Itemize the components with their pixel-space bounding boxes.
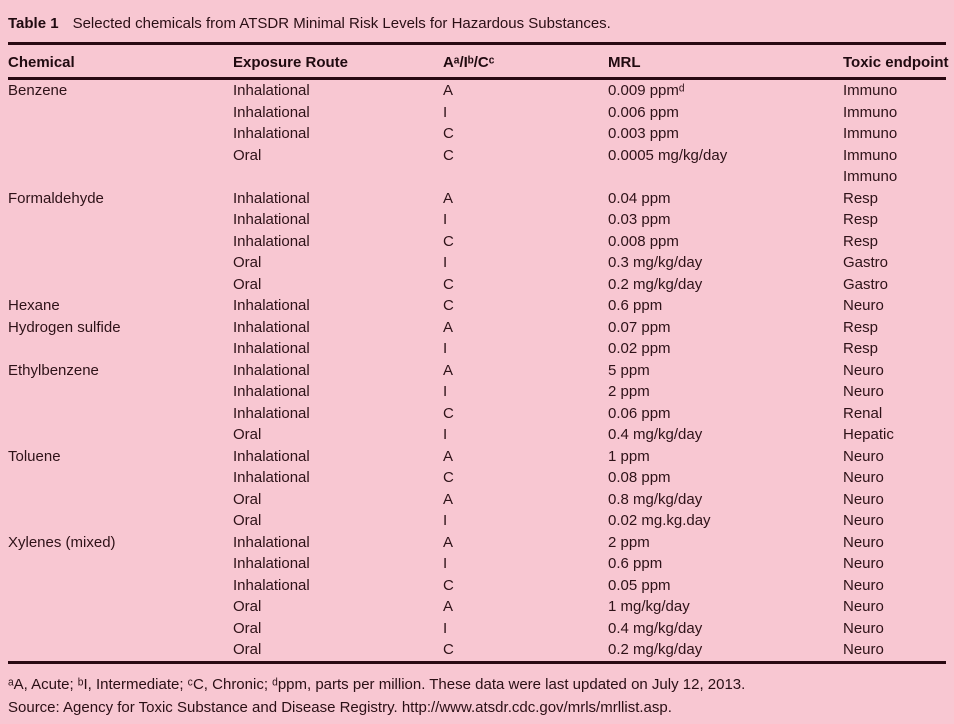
cell-endpoint: Resp bbox=[843, 318, 879, 336]
table-header-row bbox=[8, 45, 949, 77]
cell-chemical bbox=[8, 489, 233, 511]
table-row bbox=[8, 360, 946, 382]
cell-route: Oral bbox=[233, 490, 262, 508]
cell-chemical: Benzene bbox=[8, 82, 68, 99]
cell-cls bbox=[443, 166, 608, 188]
table-row bbox=[8, 295, 946, 317]
cell-route: Inhalational bbox=[233, 447, 310, 465]
cell-route: Inhalational bbox=[233, 189, 310, 207]
column-header-mrl: MRL bbox=[608, 54, 641, 71]
table-row bbox=[8, 596, 946, 618]
cell-endpoint: Gastro bbox=[843, 254, 889, 271]
table-row bbox=[8, 381, 946, 403]
cell-cls: C bbox=[443, 146, 454, 164]
cell-endpoint: Neuro bbox=[843, 361, 884, 379]
cell-chemical bbox=[8, 145, 233, 167]
mrl-table bbox=[8, 0, 949, 719]
cell-endpoint: Neuro bbox=[843, 447, 884, 465]
table-row bbox=[8, 123, 946, 145]
table-title-text: Selected chemicals from ATSDR Minimal Risk Levels for Hazardous Substances. bbox=[72, 15, 611, 32]
cell-chemical bbox=[8, 102, 233, 124]
cell-mrl: 0.03 ppm bbox=[608, 211, 671, 228]
table-number-label: Table 1 bbox=[8, 15, 59, 32]
cell-endpoint: Immuno bbox=[843, 146, 898, 164]
cell-cls: I bbox=[443, 103, 448, 121]
cell-chemical: Ethylbenzene bbox=[8, 361, 99, 379]
cell-route: Oral bbox=[233, 426, 262, 443]
cell-mrl: 0.009 ppmᵈ bbox=[608, 82, 685, 99]
table-row bbox=[8, 639, 946, 661]
cell-mrl: 0.0005 mg/kg/day bbox=[608, 146, 728, 164]
cell-cls: C bbox=[443, 297, 454, 314]
cell-cls: I bbox=[443, 340, 448, 357]
cell-endpoint: Resp bbox=[843, 211, 879, 228]
cell-chemical bbox=[8, 403, 233, 425]
cell-cls: C bbox=[443, 576, 454, 594]
cell-route: Inhalational bbox=[233, 232, 310, 250]
cell-route: Inhalational bbox=[233, 404, 310, 422]
table-row bbox=[8, 510, 946, 532]
cell-chemical: Xylenes (mixed) bbox=[8, 533, 116, 551]
cell-endpoint: Renal bbox=[843, 404, 883, 422]
cell-mrl: 0.6 ppm bbox=[608, 555, 663, 572]
cell-mrl: 2 ppm bbox=[608, 533, 650, 551]
table-row bbox=[8, 166, 946, 188]
cell-mrl: 1 ppm bbox=[608, 447, 650, 465]
cell-chemical bbox=[8, 618, 233, 640]
cell-cls: I bbox=[443, 211, 448, 228]
cell-endpoint: Hepatic bbox=[843, 426, 894, 443]
cell-mrl: 0.003 ppm bbox=[608, 125, 679, 142]
cell-cls: C bbox=[443, 641, 454, 658]
cell-route: Oral bbox=[233, 619, 262, 637]
column-header-exposure-route: Exposure Route bbox=[233, 54, 349, 71]
cell-cls: A bbox=[443, 361, 454, 379]
cell-route: Inhalational bbox=[233, 318, 310, 336]
cell-chemical: Hydrogen sulfide bbox=[8, 318, 121, 336]
cell-route: Oral bbox=[233, 275, 262, 293]
cell-endpoint: Gastro bbox=[843, 275, 889, 293]
cell-chemical bbox=[8, 575, 233, 597]
cell-cls: C bbox=[443, 275, 454, 293]
cell-chemical bbox=[8, 467, 233, 489]
cell-chemical bbox=[8, 639, 233, 661]
column-header-acute-intermediate-chronic: Aᵃ/Iᵇ/Cᶜ bbox=[443, 54, 495, 71]
cell-chemical bbox=[8, 510, 233, 532]
cell-mrl: 0.4 mg/kg/day bbox=[608, 426, 703, 443]
cell-cls: C bbox=[443, 469, 454, 486]
cell-chemical: Formaldehyde bbox=[8, 189, 104, 207]
cell-endpoint: Neuro bbox=[843, 383, 884, 400]
cell-route: Inhalational bbox=[233, 361, 310, 379]
cell-mrl: 0.2 mg/kg/day bbox=[608, 275, 703, 293]
cell-mrl: 0.3 mg/kg/day bbox=[608, 254, 703, 271]
footnote-abbreviations: ᵃA, Acute; ᵇI, Intermediate; ᶜC, Chronic; ᵈppm, parts per million. These data were last updated on July 12, 2013. bbox=[8, 675, 746, 693]
cell-endpoint: Immuno bbox=[843, 125, 898, 142]
cell-mrl: 0.008 ppm bbox=[608, 232, 679, 250]
cell-cls: I bbox=[443, 619, 448, 637]
cell-chemical bbox=[8, 338, 233, 360]
cell-mrl bbox=[608, 166, 843, 188]
table-row bbox=[8, 209, 946, 231]
table-footnotes bbox=[8, 673, 946, 719]
column-header-chemical: Chemical bbox=[8, 54, 75, 71]
table-row bbox=[8, 424, 946, 446]
cell-chemical bbox=[8, 381, 233, 403]
table-row bbox=[8, 274, 946, 296]
table-row bbox=[8, 252, 946, 274]
cell-mrl: 0.08 ppm bbox=[608, 469, 671, 486]
cell-mrl: 0.6 ppm bbox=[608, 297, 663, 314]
cell-cls: I bbox=[443, 383, 448, 400]
cell-cls: A bbox=[443, 598, 454, 615]
cell-endpoint: Neuro bbox=[843, 469, 884, 486]
cell-cls: I bbox=[443, 512, 448, 529]
cell-route: Inhalational bbox=[233, 533, 310, 551]
cell-chemical: Hexane bbox=[8, 297, 60, 314]
table-row bbox=[8, 467, 946, 489]
cell-route: Inhalational bbox=[233, 125, 310, 142]
table-row bbox=[8, 102, 946, 124]
cell-chemical bbox=[8, 553, 233, 575]
cell-endpoint: Resp bbox=[843, 340, 879, 357]
table-row bbox=[8, 145, 946, 167]
cell-cls: A bbox=[443, 318, 454, 336]
column-header-toxic-endpoint: Toxic endpoint bbox=[843, 54, 949, 71]
cell-mrl: 1 mg/kg/day bbox=[608, 598, 690, 615]
table-row bbox=[8, 231, 946, 253]
cell-chemical: Toluene bbox=[8, 447, 61, 465]
cell-route: Oral bbox=[233, 512, 262, 529]
cell-mrl: 0.8 mg/kg/day bbox=[608, 490, 703, 508]
table-row bbox=[8, 188, 946, 210]
cell-endpoint: Immuno bbox=[843, 82, 898, 99]
cell-endpoint: Immuno bbox=[843, 103, 898, 121]
cell-cls: A bbox=[443, 490, 454, 508]
cell-endpoint: Neuro bbox=[843, 297, 884, 314]
cell-cls: A bbox=[443, 447, 454, 465]
cell-cls: I bbox=[443, 555, 448, 572]
table-caption bbox=[8, 0, 946, 36]
table-row bbox=[8, 403, 946, 425]
cell-endpoint: Immuno bbox=[843, 168, 898, 185]
cell-route: Inhalational bbox=[233, 103, 310, 121]
cell-mrl: 0.05 ppm bbox=[608, 576, 671, 594]
cell-route: Oral bbox=[233, 641, 262, 658]
table-body bbox=[8, 80, 946, 661]
cell-chemical bbox=[8, 274, 233, 296]
table-row bbox=[8, 80, 946, 102]
cell-mrl: 0.04 ppm bbox=[608, 189, 671, 207]
cell-mrl: 0.07 ppm bbox=[608, 318, 671, 336]
cell-route: Inhalational bbox=[233, 576, 310, 594]
table-row bbox=[8, 532, 946, 554]
table-row bbox=[8, 446, 946, 468]
cell-mrl: 0.06 ppm bbox=[608, 404, 671, 422]
cell-route: Inhalational bbox=[233, 82, 310, 99]
cell-endpoint: Resp bbox=[843, 189, 879, 207]
cell-route: Inhalational bbox=[233, 469, 310, 486]
cell-endpoint: Neuro bbox=[843, 598, 884, 615]
cell-chemical bbox=[8, 123, 233, 145]
cell-mrl: 0.2 mg/kg/day bbox=[608, 641, 703, 658]
cell-cls: I bbox=[443, 254, 448, 271]
cell-route: Inhalational bbox=[233, 297, 310, 314]
cell-cls: I bbox=[443, 426, 448, 443]
cell-mrl: 0.4 mg/kg/day bbox=[608, 619, 703, 637]
cell-route bbox=[233, 166, 443, 188]
cell-mrl: 0.006 ppm bbox=[608, 103, 679, 121]
cell-chemical bbox=[8, 596, 233, 618]
cell-chemical bbox=[8, 231, 233, 253]
cell-endpoint: Neuro bbox=[843, 619, 884, 637]
table-row bbox=[8, 317, 946, 339]
cell-route: Oral bbox=[233, 254, 262, 271]
cell-cls: A bbox=[443, 189, 454, 207]
cell-endpoint: Neuro bbox=[843, 533, 884, 551]
cell-route: Inhalational bbox=[233, 340, 310, 357]
cell-cls: A bbox=[443, 533, 454, 551]
cell-cls: C bbox=[443, 232, 454, 250]
cell-cls: C bbox=[443, 404, 454, 422]
cell-route: Inhalational bbox=[233, 383, 310, 400]
table-row bbox=[8, 618, 946, 640]
cell-mrl: 2 ppm bbox=[608, 383, 650, 400]
cell-endpoint: Neuro bbox=[843, 555, 884, 572]
cell-route: Oral bbox=[233, 146, 262, 164]
table-row bbox=[8, 553, 946, 575]
cell-endpoint: Neuro bbox=[843, 512, 884, 529]
cell-route: Inhalational bbox=[233, 555, 310, 572]
cell-chemical bbox=[8, 166, 233, 188]
cell-chemical bbox=[8, 252, 233, 274]
cell-endpoint: Neuro bbox=[843, 576, 884, 594]
cell-endpoint: Resp bbox=[843, 232, 879, 250]
cell-route: Inhalational bbox=[233, 211, 310, 228]
footnote-source: Source: Agency for Toxic Substance and Disease Registry. http://www.atsdr.cdc.gov/mrls/mrllist.asp. bbox=[8, 698, 672, 716]
cell-mrl: 0.02 mg.kg.day bbox=[608, 512, 711, 529]
bottom-rule bbox=[8, 661, 946, 664]
cell-mrl: 5 ppm bbox=[608, 361, 650, 379]
table-row bbox=[8, 575, 946, 597]
table-row bbox=[8, 338, 946, 360]
table-row bbox=[8, 489, 946, 511]
cell-cls: C bbox=[443, 125, 454, 142]
cell-chemical bbox=[8, 209, 233, 231]
cell-mrl: 0.02 ppm bbox=[608, 340, 671, 357]
cell-chemical bbox=[8, 424, 233, 446]
cell-endpoint: Neuro bbox=[843, 490, 884, 508]
cell-cls: A bbox=[443, 82, 454, 99]
cell-endpoint: Neuro bbox=[843, 641, 884, 658]
cell-route: Oral bbox=[233, 598, 262, 615]
